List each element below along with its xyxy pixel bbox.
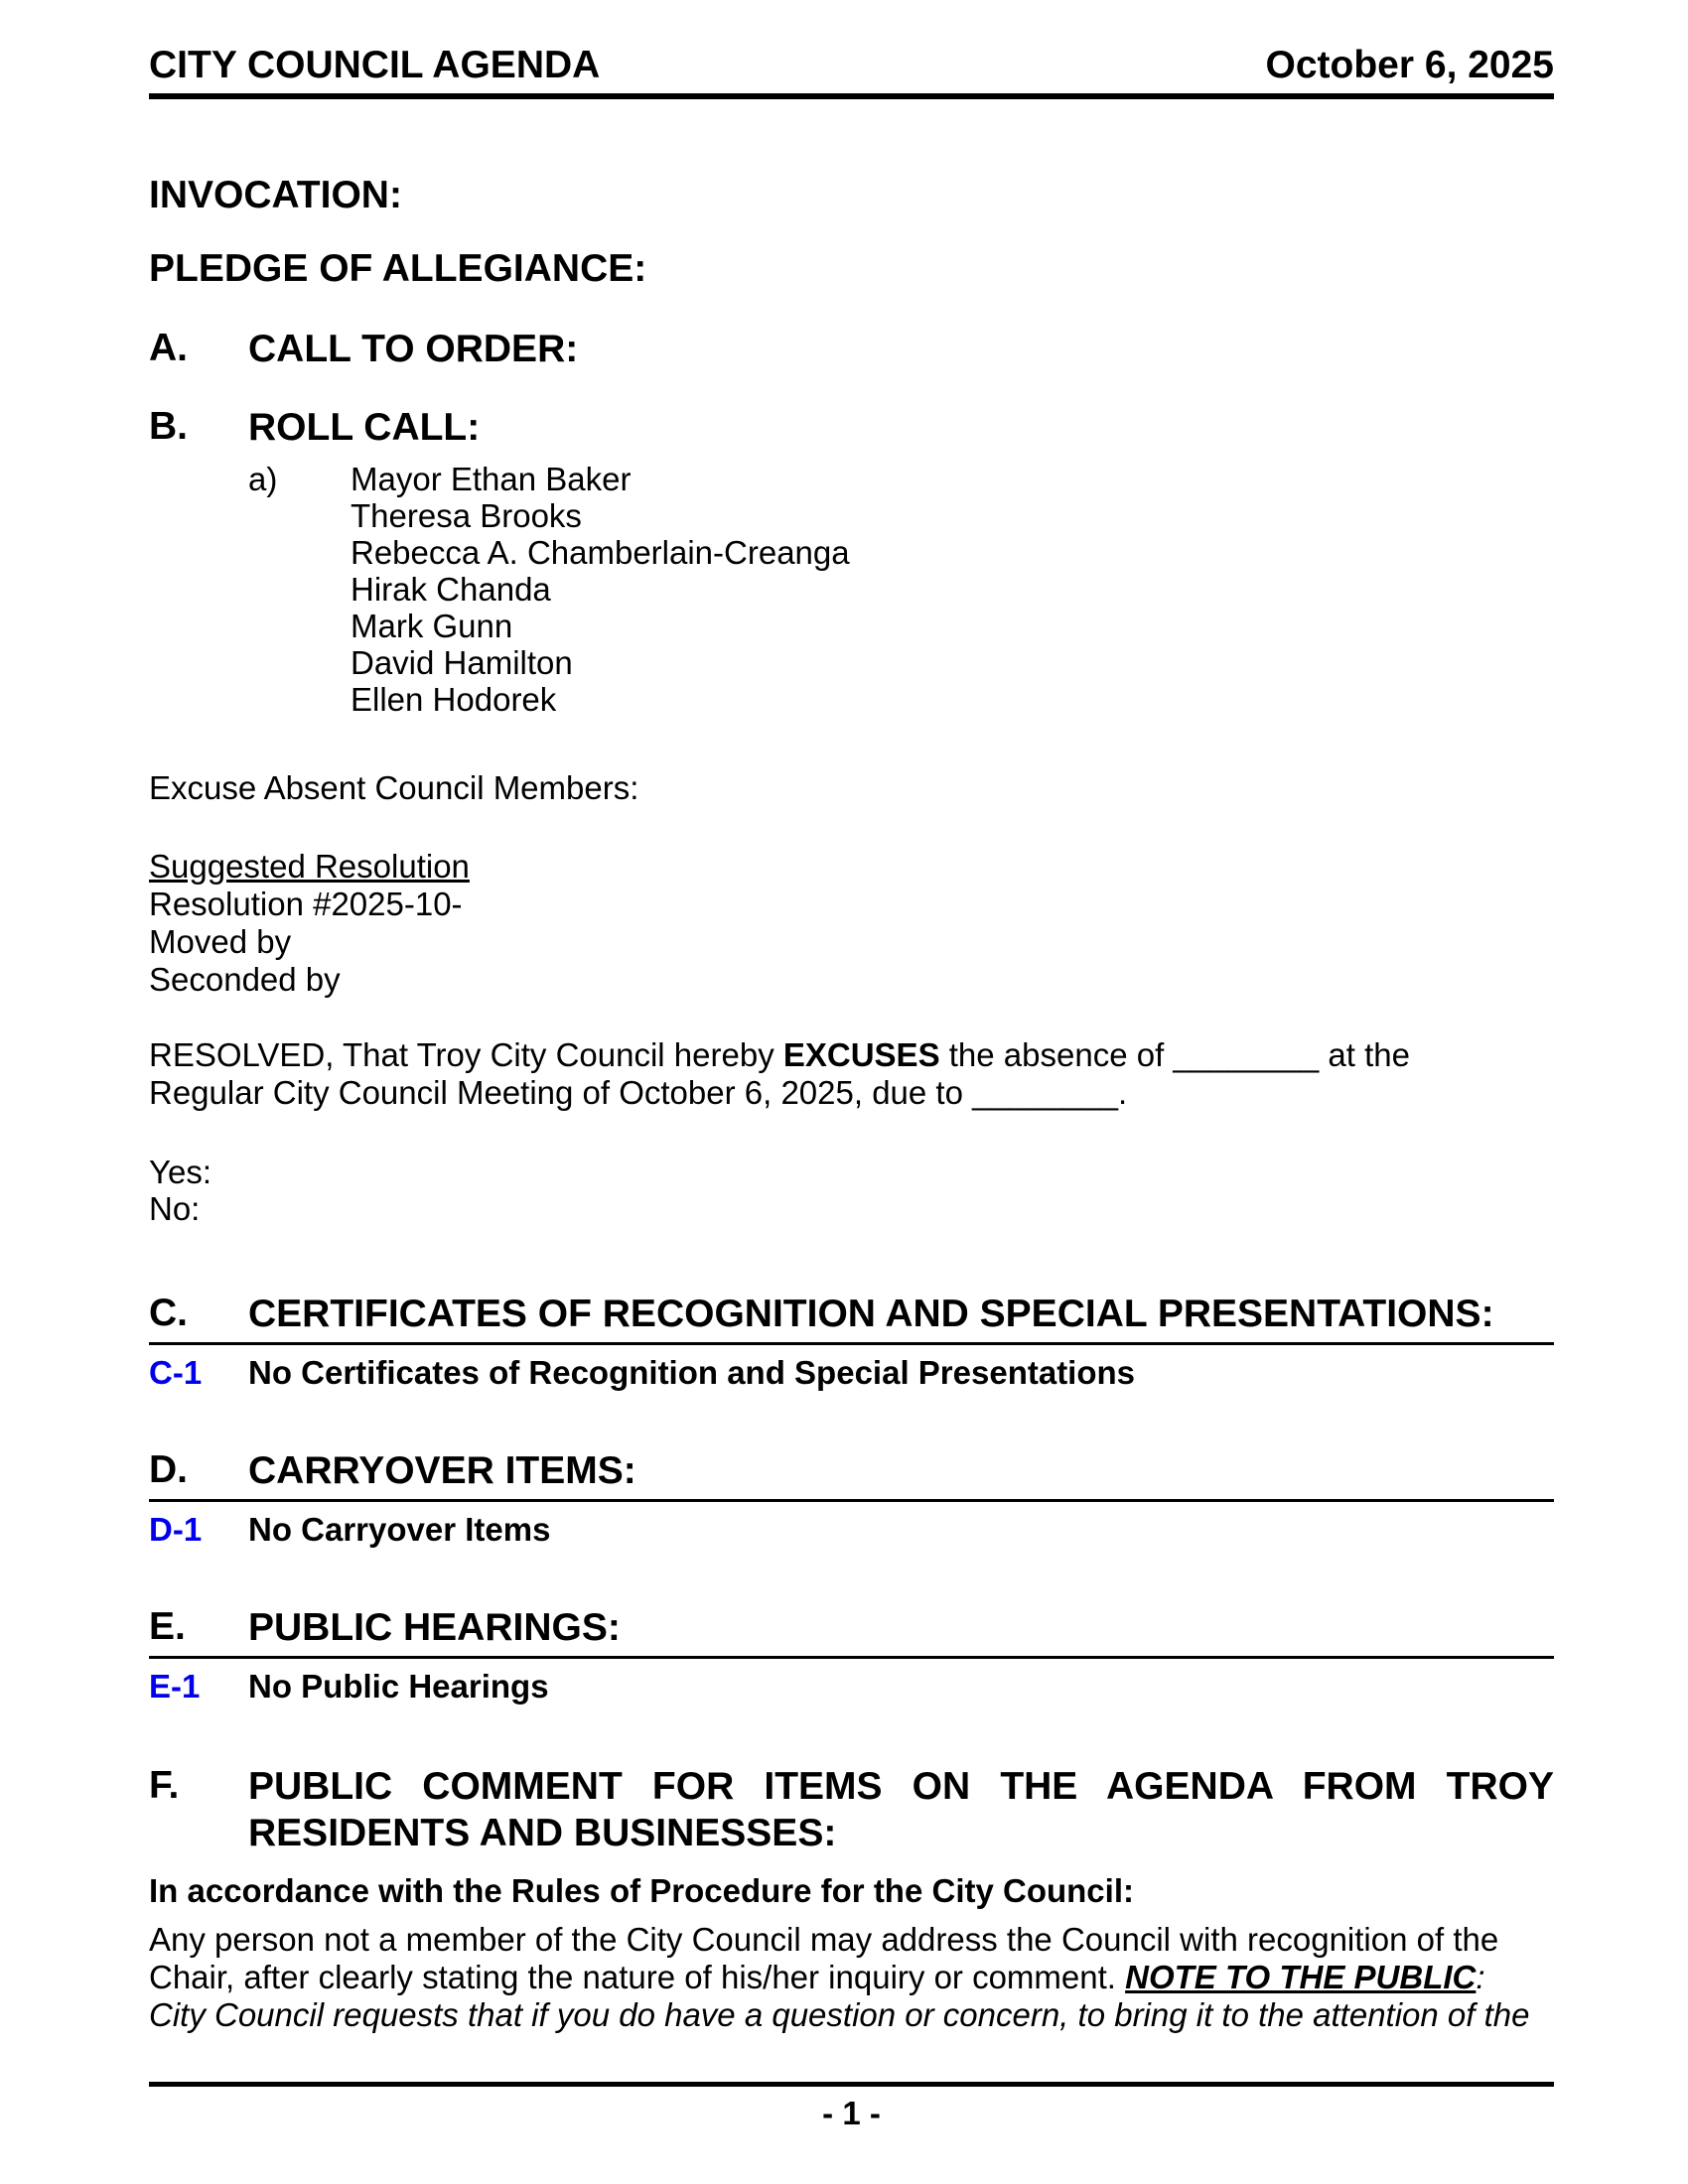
roll-call-marker: a) bbox=[248, 460, 278, 497]
agenda-item-e1-text: No Public Hearings bbox=[248, 1667, 549, 1705]
public-comment-text: Chair, after clearly stating the nature of his/her inquiry or comment. bbox=[149, 1958, 1126, 1995]
council-member-name: Hirak Chanda bbox=[351, 570, 551, 608]
resolved-text: at the bbox=[1319, 1035, 1410, 1073]
section-e-letter: E. bbox=[149, 1604, 186, 1648]
reason-blank: ________ bbox=[972, 1073, 1118, 1111]
moved-by-label: Moved by bbox=[149, 922, 292, 960]
agenda-item-c1-text: No Certificates of Recognition and Special Presentations bbox=[248, 1353, 1136, 1391]
section-f-letter: F. bbox=[149, 1763, 180, 1807]
resolved-text: Regular City Council Meeting of October 6, 2025, due to bbox=[149, 1073, 973, 1111]
agenda-item-d1-text: No Carryover Items bbox=[248, 1510, 551, 1548]
suggested-resolution-label: Suggested Resolution bbox=[149, 847, 470, 885]
section-d-divider bbox=[149, 1499, 1554, 1502]
agenda-item-d1-id: D-1 bbox=[149, 1510, 203, 1548]
excuse-absent-label: Excuse Absent Council Members: bbox=[149, 768, 639, 806]
document-date: October 6, 2025 bbox=[1265, 44, 1554, 86]
section-d-heading bbox=[149, 1447, 1554, 1494]
agenda-item-d1 bbox=[149, 1511, 1554, 1549]
council-member-name: Ellen Hodorek bbox=[351, 680, 557, 718]
rules-of-procedure-heading: In accordance with the Rules of Procedure for the City Council: bbox=[149, 1871, 1134, 1909]
document-title: CITY COUNCIL AGENDA bbox=[149, 44, 601, 86]
section-f bbox=[149, 1763, 1554, 1856]
suggested-resolution-block bbox=[149, 848, 1554, 999]
resolved-paragraph bbox=[149, 1036, 1554, 1112]
council-member-name: Theresa Brooks bbox=[351, 496, 582, 534]
public-comment-paragraph bbox=[149, 1921, 1554, 2034]
page-header bbox=[149, 46, 1554, 99]
roll-call-list bbox=[149, 461, 1554, 718]
section-c-divider bbox=[149, 1342, 1554, 1345]
agenda-item-e1-id: E-1 bbox=[149, 1667, 201, 1705]
section-f-title: PUBLIC COMMENT FOR ITEMS ON THE AGENDA FROM TROY RESIDENTS AND BUSINESSES: bbox=[248, 1764, 1554, 1854]
footer-divider bbox=[149, 2082, 1554, 2087]
section-a bbox=[149, 326, 1554, 372]
resolved-text: the absence of bbox=[939, 1035, 1174, 1073]
section-c-letter: C. bbox=[149, 1291, 188, 1334]
section-e bbox=[149, 1604, 1554, 1706]
public-comment-text: Any person not a member of the City Council may address the Council with recognition of the bbox=[149, 1920, 1499, 1958]
no-label: No: bbox=[149, 1189, 201, 1227]
agenda-item-e1 bbox=[149, 1668, 1554, 1706]
section-d-letter: D. bbox=[149, 1447, 188, 1491]
roll-call-names bbox=[351, 461, 850, 718]
invocation-heading: INVOCATION: bbox=[149, 173, 402, 216]
agenda-item-c1 bbox=[149, 1354, 1554, 1392]
public-comment-italic-text: City Council requests that if you do have a question or concern, to bring it to the attention of the bbox=[149, 1995, 1530, 2033]
section-e-divider bbox=[149, 1656, 1554, 1659]
section-a-title: CALL TO ORDER: bbox=[248, 327, 579, 370]
resolution-number: Resolution #2025-10- bbox=[149, 885, 463, 922]
pledge-heading: PLEDGE OF ALLEGIANCE: bbox=[149, 246, 647, 290]
excuses-emphasis: EXCUSES bbox=[782, 1035, 940, 1073]
page-footer bbox=[149, 2082, 1554, 2132]
section-b-title: ROLL CALL: bbox=[248, 405, 481, 449]
yes-label: Yes: bbox=[149, 1153, 212, 1190]
council-member-name: David Hamilton bbox=[351, 643, 573, 681]
section-d bbox=[149, 1447, 1554, 1549]
section-b bbox=[149, 404, 1554, 451]
resolved-text: RESOLVED, That Troy City Council hereby bbox=[149, 1035, 783, 1073]
section-c bbox=[149, 1291, 1554, 1392]
note-colon: : bbox=[1476, 1958, 1485, 1995]
vote-block bbox=[149, 1154, 1554, 1227]
section-c-heading bbox=[149, 1291, 1554, 1337]
seconded-by-label: Seconded by bbox=[149, 960, 341, 998]
council-member-name: Rebecca A. Chamberlain-Creanga bbox=[351, 533, 850, 571]
agenda-item-c1-id: C-1 bbox=[149, 1353, 203, 1391]
absence-blank: ________ bbox=[1173, 1035, 1320, 1073]
resolved-text: . bbox=[1117, 1073, 1128, 1111]
section-d-title: CARRYOVER ITEMS: bbox=[248, 1448, 636, 1492]
section-a-letter: A. bbox=[149, 326, 188, 369]
council-member-name: Mayor Ethan Baker bbox=[351, 460, 632, 497]
page-number: - 1 - bbox=[822, 2094, 881, 2131]
council-member-name: Mark Gunn bbox=[351, 607, 513, 644]
section-e-title: PUBLIC HEARINGS: bbox=[248, 1605, 621, 1649]
note-to-public-emphasis: NOTE TO THE PUBLIC bbox=[1125, 1958, 1477, 1995]
section-e-heading bbox=[149, 1604, 1554, 1651]
section-c-title: CERTIFICATES OF RECOGNITION AND SPECIAL PRESENTATIONS: bbox=[248, 1292, 1494, 1335]
section-b-letter: B. bbox=[149, 404, 188, 448]
